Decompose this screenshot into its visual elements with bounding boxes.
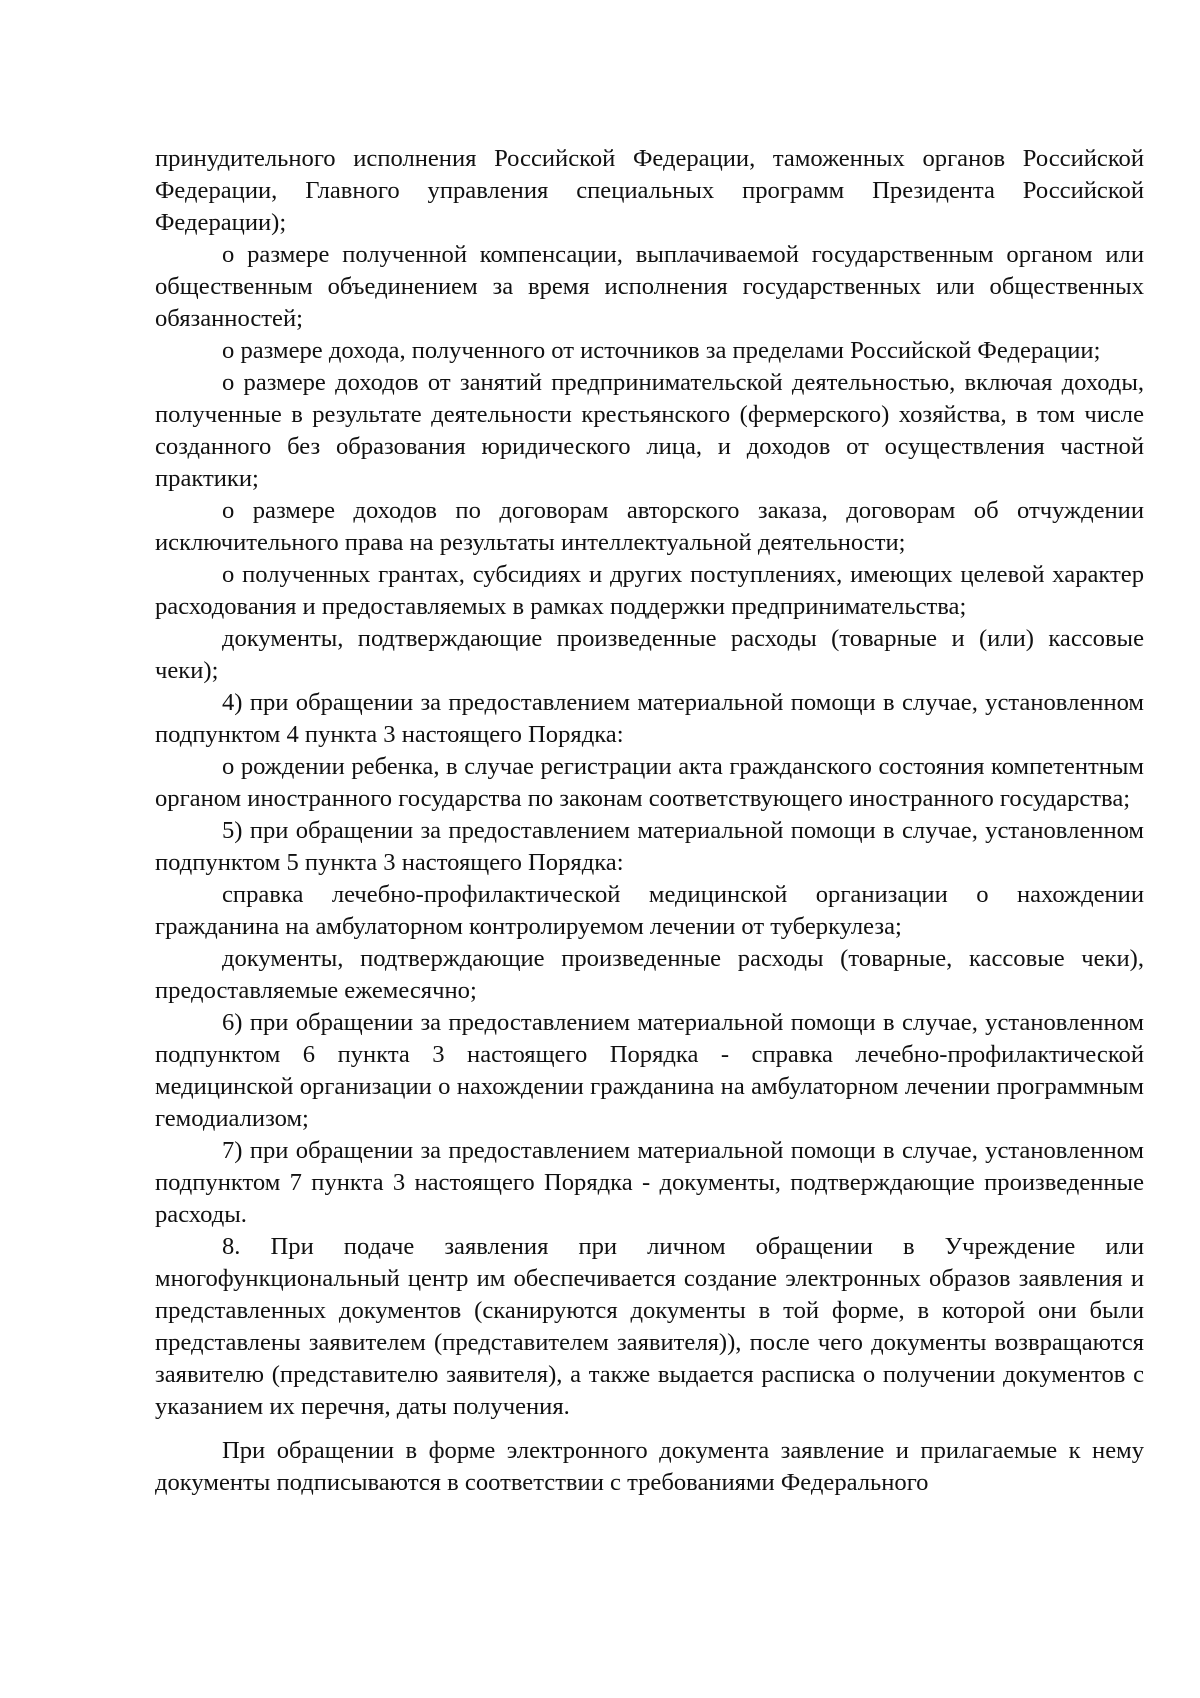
paragraph-11: справка лечебно-профилактической медицинской организации о нахождении гражданина на амбулаторном контролируемом лечении от туберкулеза; (155, 881, 1144, 940)
paragraph-14: 7) при обращении за предоставлением материальной помощи в случае, установленном подпунктом 7 пункта 3 настоящего Порядка - документы, подтверждающие произведенные расходы. (155, 1137, 1144, 1228)
paragraph-4: о размере доходов от занятий предпринимательской деятельностью, включая доходы, полученные в результате деятельности крестьянского (фермерского) хозяйства, в том числе созданного без образования юридического лица, и доходов от осуществления частной практики; (155, 369, 1144, 492)
paragraph-7: документы, подтверждающие произведенные расходы (товарные и (или) кассовые чеки); (155, 625, 1144, 684)
paragraph-13: 6) при обращении за предоставлением материальной помощи в случае, установленном подпунктом 6 пункта 3 настоящего Порядка - справка лечебно-профилактической медицинской организации о нахождении гражданина на амбулаторном лечении программным гемодиализом; (155, 1009, 1144, 1132)
paragraph-1: принудительного исполнения Российской Федерации, таможенных органов Российской Федерации, Главного управления специальных программ Президента Российской Федерации); (155, 145, 1144, 236)
document-body (155, 143, 1144, 1499)
paragraph-10: 5) при обращении за предоставлением материальной помощи в случае, установленном подпунктом 5 пункта 3 настоящего Порядка: (155, 817, 1144, 876)
paragraph-2: о размере полученной компенсации, выплачиваемой государственным органом или общественным объединением за время исполнения государственных или общественных обязанностей; (155, 241, 1144, 332)
paragraph-6: о полученных грантах, субсидиях и других поступлениях, имеющих целевой характер расходования и предоставляемых в рамках поддержки предпринимательства; (155, 561, 1144, 620)
paragraph-9: о рождении ребенка, в случае регистрации акта гражданского состояния компетентным органом иностранного государства по законам соответствующего иностранного государства; (155, 753, 1144, 812)
paragraph-16: При обращении в форме электронного документа заявление и прилагаемые к нему документы подписываются в соответствии с требованиями Федерального (155, 1437, 1144, 1496)
paragraph-3: о размере дохода, полученного от источников за пределами Российской Федерации; (222, 337, 1101, 364)
paragraph-5: о размере доходов по договорам авторского заказа, договорам об отчуждении исключительного права на результаты интеллектуальной деятельности; (155, 497, 1144, 556)
paragraph-12: документы, подтверждающие произведенные расходы (товарные, кассовые чеки), предоставляемые ежемесячно; (155, 945, 1144, 1004)
paragraph-15: 8. При подаче заявления при личном обращении в Учреждение или многофункциональный центр им обеспечивается создание электронных образов заявления и представленных документов (сканируются документы в той форме, в которой они были представлены заявителем (представителем заявителя)), после чего документы возвращаются заявителю (представителю заявителя), а также выдается расписка о получении документов с указанием их перечня, даты получения. (155, 1233, 1144, 1420)
paragraph-8: 4) при обращении за предоставлением материальной помощи в случае, установленном подпунктом 4 пункта 3 настоящего Порядка: (155, 689, 1144, 748)
